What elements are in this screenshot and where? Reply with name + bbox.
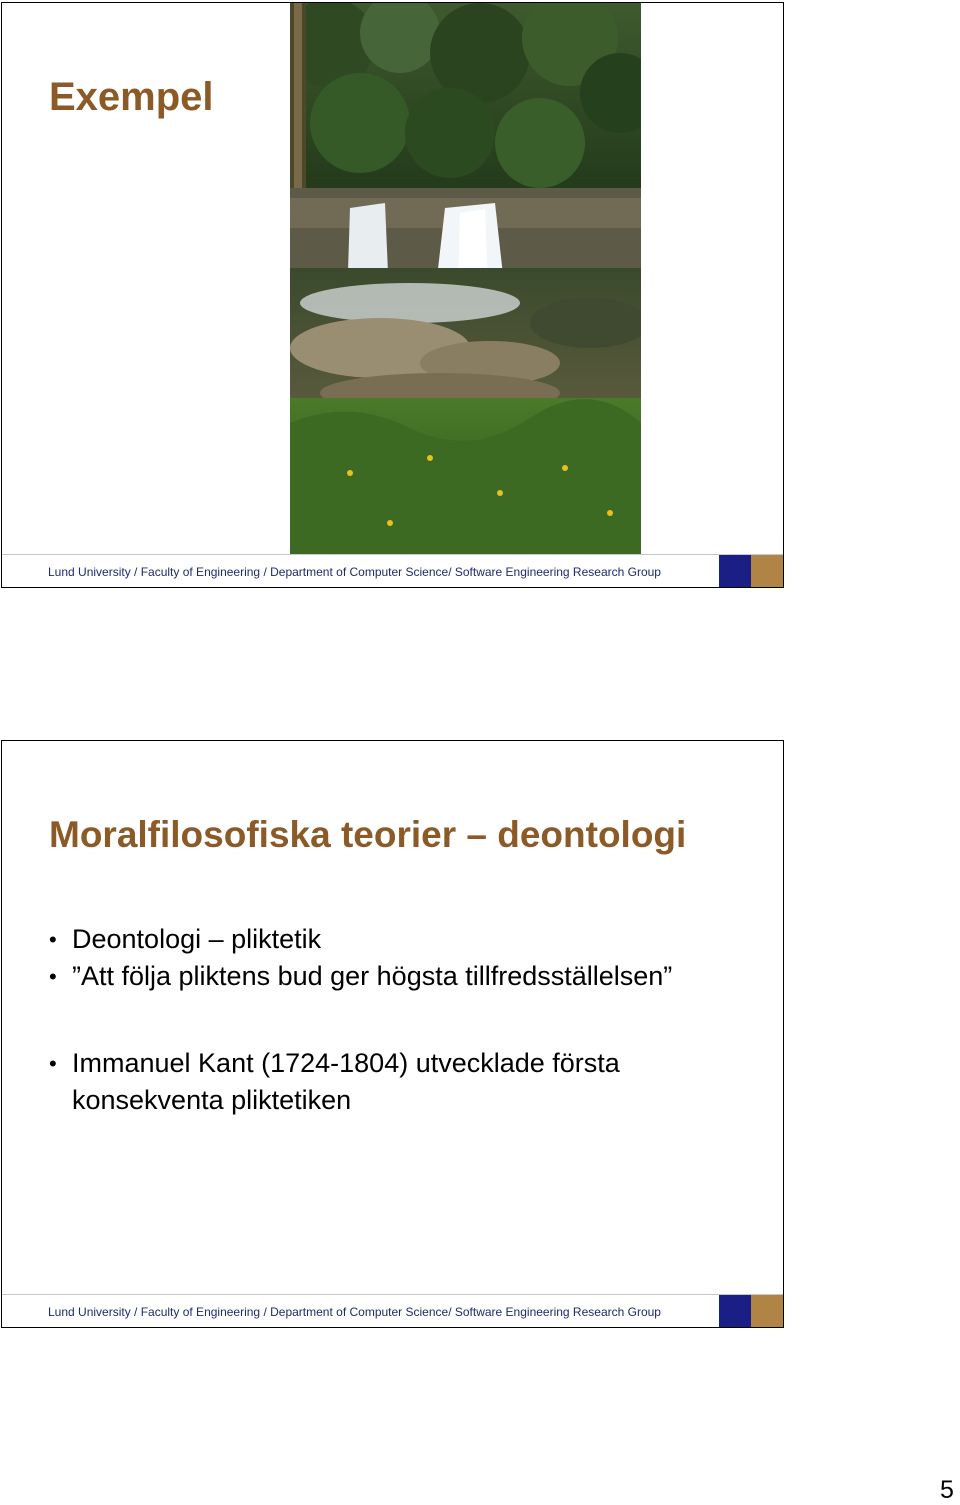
bullet-text: Deontologi – pliktetik (72, 924, 322, 954)
slide-title: Moralfilosofiska teorier – deontologi (49, 814, 687, 855)
slide-footer (2, 1294, 783, 1327)
logo-blue-block (719, 555, 751, 587)
logo-brown-block (751, 555, 783, 587)
slide-title: Exempel (49, 75, 214, 119)
slide-1 (1, 2, 784, 588)
bullet-item (49, 958, 769, 995)
bullet-dot-icon: • (49, 927, 57, 952)
bullet-list (49, 921, 769, 1119)
logo-blue-block (719, 1295, 751, 1327)
bullet-text: Immanuel Kant (1724-1804) utvecklade första konsekventa pliktetiken (72, 1048, 620, 1115)
slide-2 (1, 740, 784, 1328)
slide-footer (2, 554, 783, 587)
logo-brown-block (751, 1295, 783, 1327)
bullet-text: ”Att följa pliktens bud ger högsta tillfredsställelsen” (72, 961, 673, 991)
bullet-dot-icon: • (49, 1051, 57, 1076)
bullet-item (49, 921, 769, 958)
spacer (49, 995, 769, 1045)
footer-text: Lund University / Faculty of Engineering / Department of Computer Science/ Software Engineering Research Group (48, 565, 661, 579)
bullet-dot-icon: • (49, 964, 57, 989)
footer-text: Lund University / Faculty of Engineering / Department of Computer Science/ Software Engineering Research Group (48, 1305, 661, 1319)
waterfall-photo (290, 3, 641, 556)
bullet-item (49, 1045, 769, 1119)
page-number: 5 (940, 1476, 954, 1504)
